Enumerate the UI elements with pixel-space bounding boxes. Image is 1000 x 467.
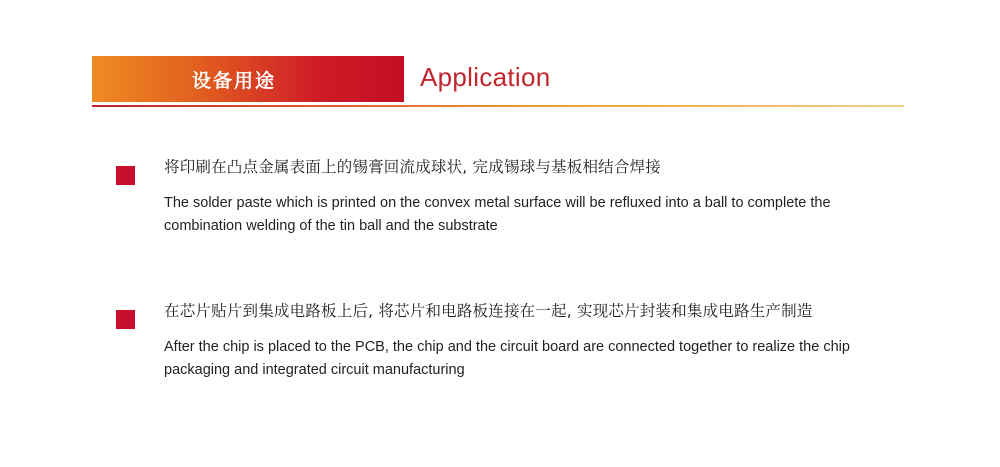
- header-divider: [92, 105, 904, 107]
- list-item-text-en: After the chip is placed to the PCB, the chip and the circuit board are connected together to realize the chip packaging and integrated circuit manufacturing: [164, 339, 850, 378]
- square-bullet-icon: [116, 310, 135, 329]
- square-bullet-icon: [116, 166, 135, 185]
- section-header-banner-label: 设备用途: [192, 69, 277, 92]
- section-header: [92, 56, 904, 108]
- list-item: [92, 300, 942, 382]
- list-item-text-en: The solder paste which is printed on the convex metal surface will be refluxed into a ball to complete the combination welding of the tin ball and the substrate: [164, 195, 831, 234]
- section-header-banner: [92, 56, 404, 102]
- list-item: [92, 156, 942, 238]
- list-item-text-cn: 在芯片贴片到集成电路板上后, 将芯片和电路板连接在一起, 实现芯片封装和集成电路生产制造: [164, 302, 813, 320]
- bullet-list: [92, 156, 942, 382]
- page-title: Application: [420, 62, 551, 92]
- list-item-text-cn: 将印刷在凸点金属表面上的锡膏回流成球状, 完成锡球与基板相结合焊接: [164, 158, 661, 176]
